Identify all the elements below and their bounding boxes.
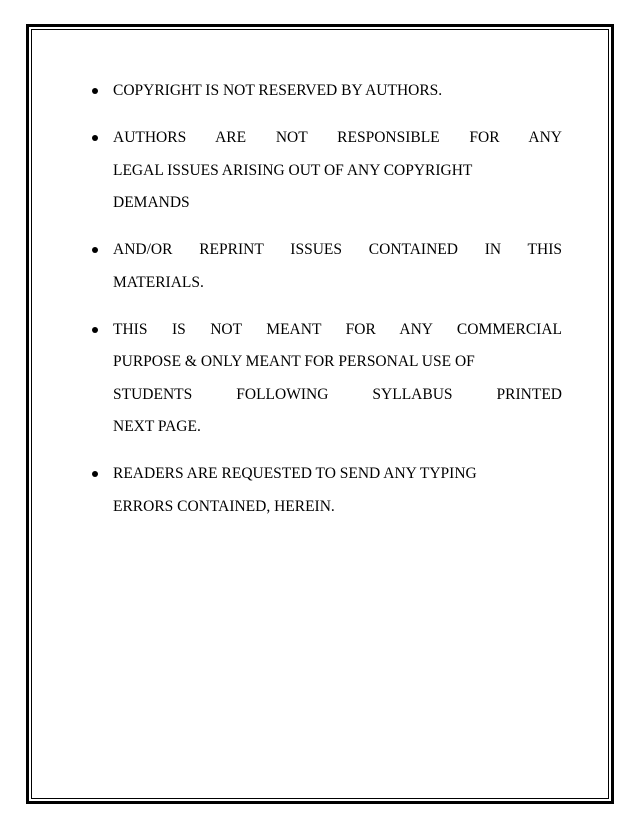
item-line: COPYRIGHT IS NOT RESERVED BY AUTHORS. xyxy=(113,82,443,99)
item-line: NEXT PAGE. xyxy=(113,418,201,435)
bullet-icon xyxy=(92,327,98,333)
item-line: MATERIALS. xyxy=(113,273,204,291)
list-item xyxy=(92,237,562,302)
item-line: DEMANDS xyxy=(113,194,190,211)
list-item xyxy=(92,317,562,447)
item-line: LEGAL ISSUES ARISING OUT OF ANY COPYRIGHT xyxy=(113,161,473,179)
list-item xyxy=(92,78,562,111)
bullet-icon xyxy=(92,247,98,253)
list-item xyxy=(92,125,562,223)
item-line: ERRORS CONTAINED, HEREIN. xyxy=(113,497,335,515)
disclaimer-list xyxy=(92,78,562,526)
item-line: AUTHORS ARE NOT RESPONSIBLE FOR ANY xyxy=(113,129,562,146)
item-line: THIS IS NOT MEANT FOR ANY COMMERCIAL xyxy=(113,320,562,338)
bullet-icon xyxy=(92,135,98,141)
item-line: AND/OR REPRINT ISSUES CONTAINED IN THIS xyxy=(113,241,562,258)
bullet-icon xyxy=(92,88,98,94)
disclaimer-content xyxy=(92,78,562,541)
bullet-icon xyxy=(92,471,98,477)
list-item xyxy=(92,461,562,526)
item-line: READERS ARE REQUESTED TO SEND ANY TYPING xyxy=(113,465,477,482)
item-line: STUDENTS FOLLOWING SYLLABUS PRINTED xyxy=(113,385,562,403)
item-line: PURPOSE & ONLY MEANT FOR PERSONAL USE OF xyxy=(113,353,475,370)
